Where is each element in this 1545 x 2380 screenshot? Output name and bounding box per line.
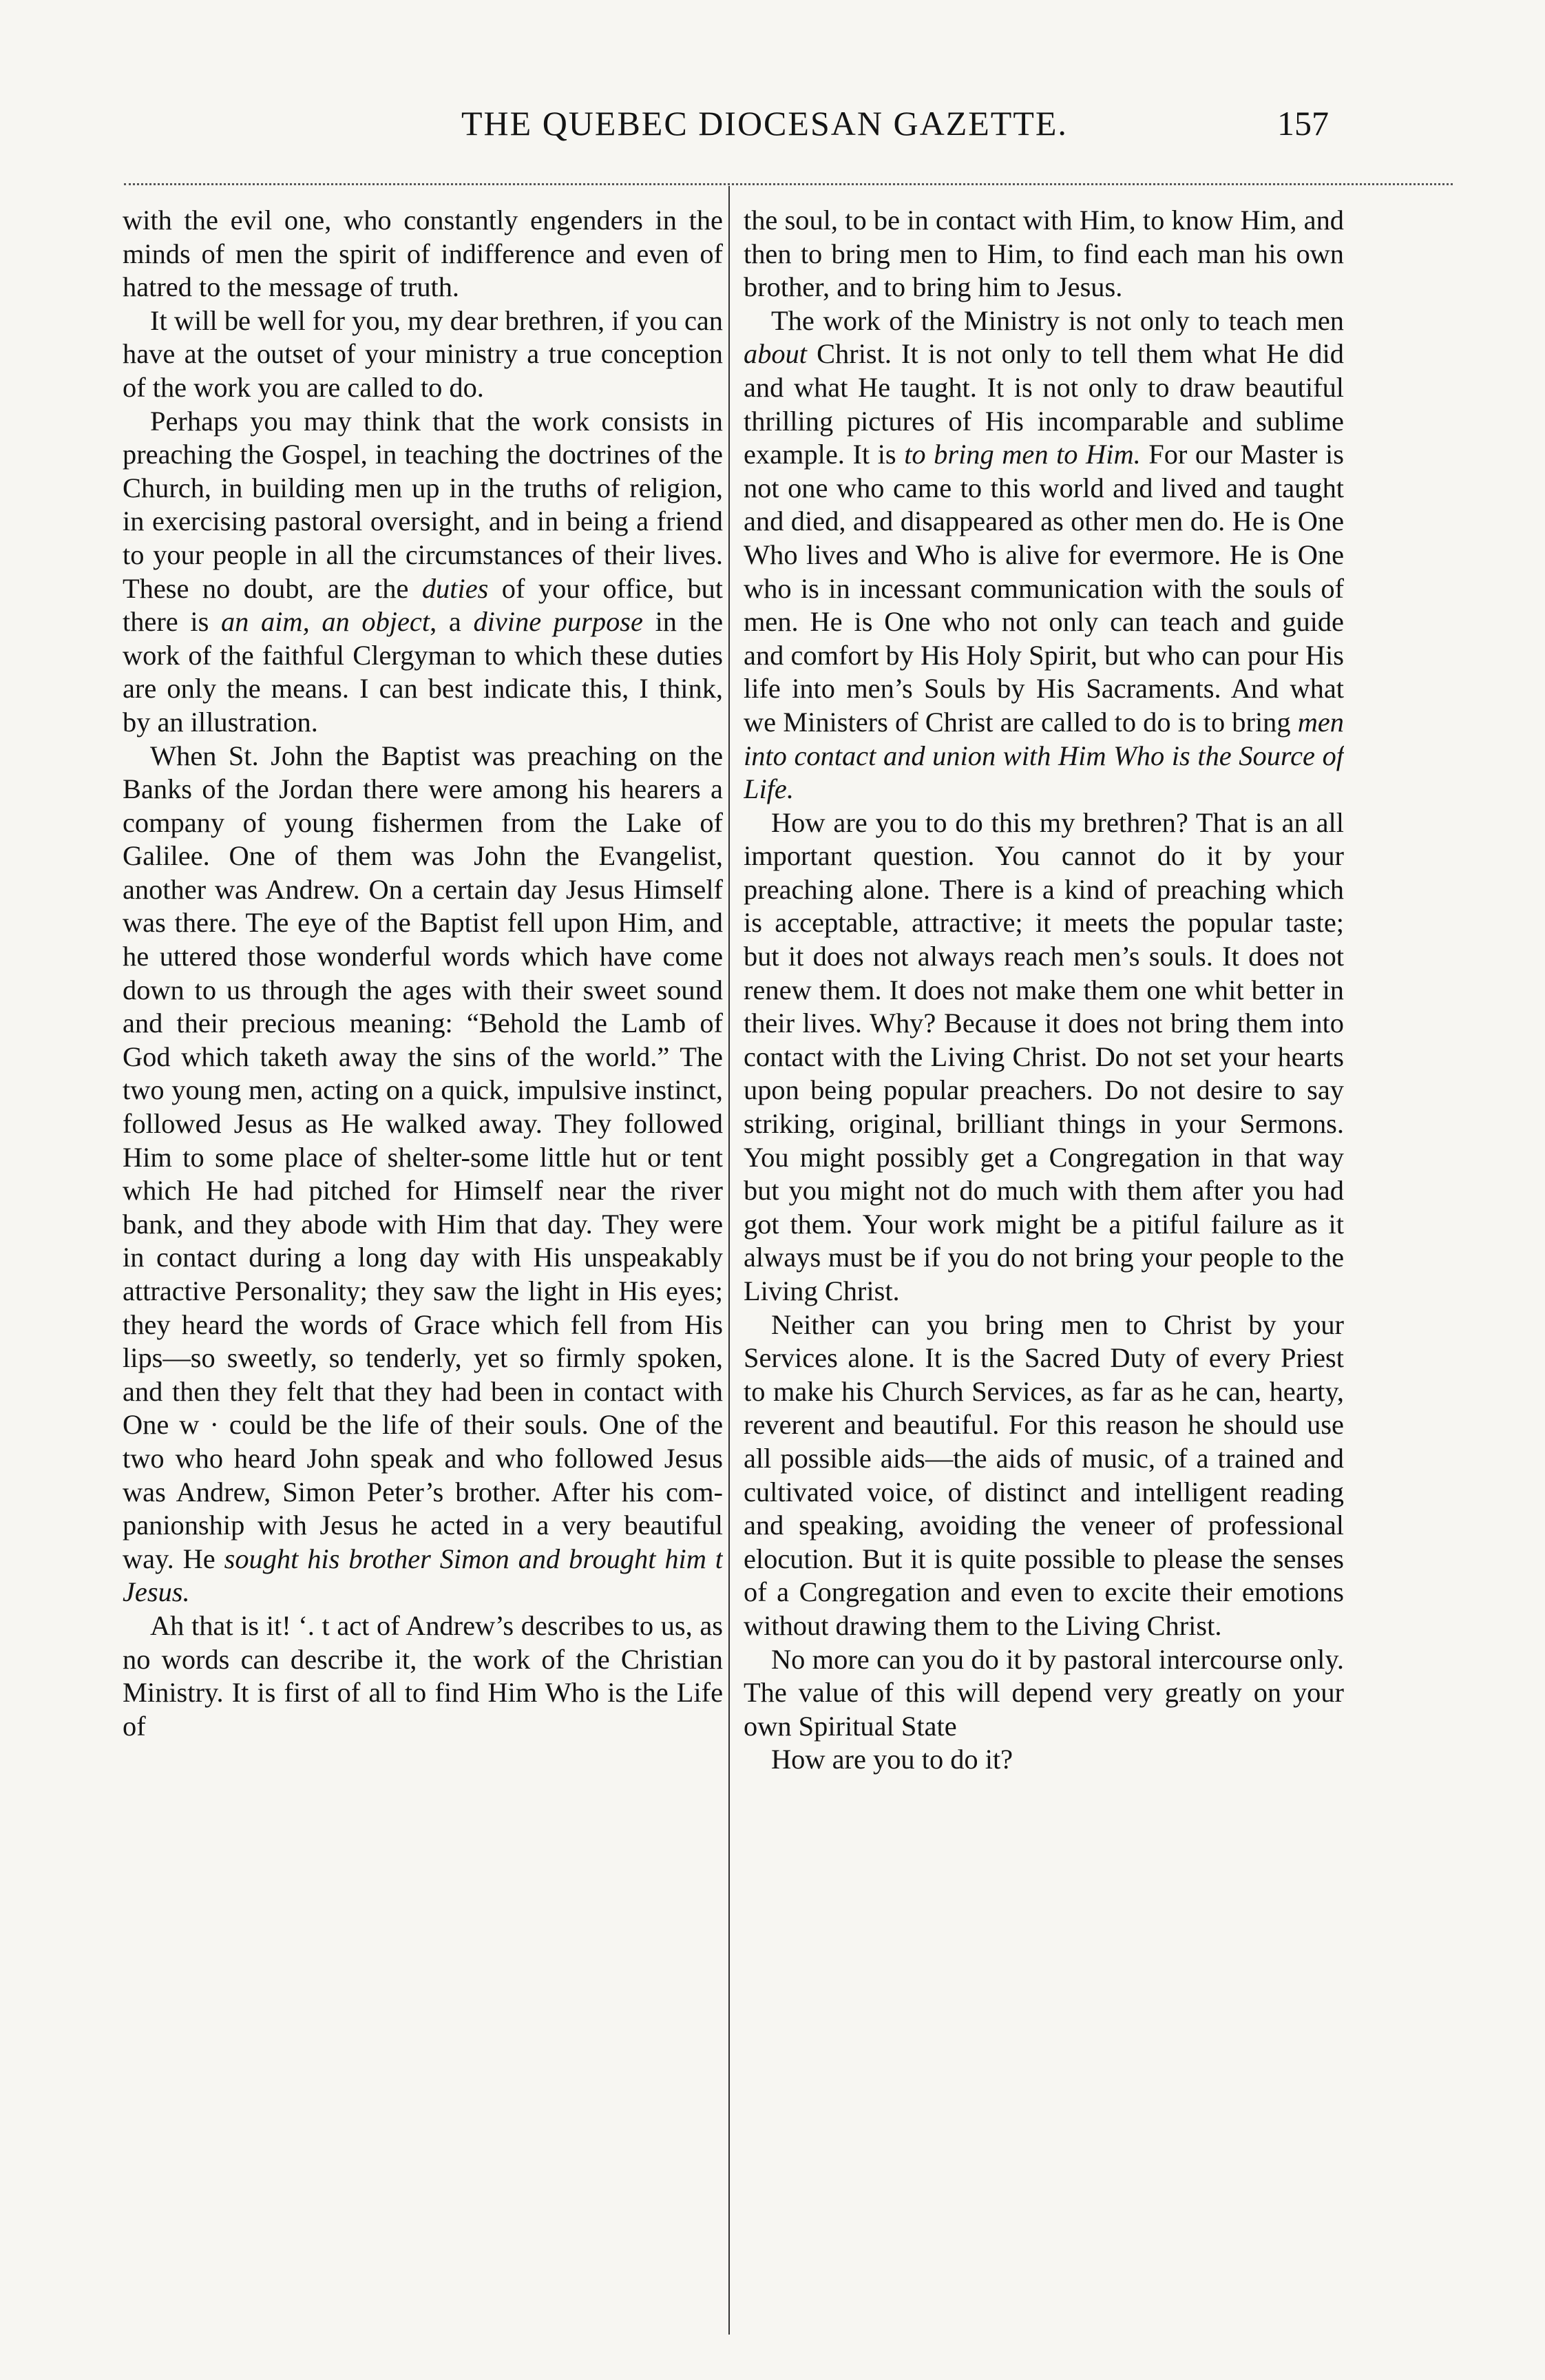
text-run: The work of the Ministry is not only to teach men bbox=[771, 304, 1344, 336]
header-rule bbox=[124, 183, 1453, 185]
text-run: , a bbox=[430, 606, 474, 638]
text-run: of your office, but there is bbox=[123, 572, 723, 638]
text-run: For our Master is not one who came to this world and lived and taught and died, and disappeared as other men do. He is One Who lives and Who is alive for evermore. He is One who is in incessant communication with the souls of men. He is One who not only can teach and guide and comfort by His Holy Spirit, but who can pour His life into men’s Souls by His Sacraments. And what we Ministers of Christ are called to do is to bring bbox=[744, 439, 1344, 738]
left-column bbox=[123, 204, 723, 2325]
italic-text: to bring men to Him. bbox=[904, 439, 1141, 470]
paragraph: It will be well for you, my dear brethren, if you can have at the outset of your ministry a true conception of the work you are called to do. bbox=[123, 304, 723, 403]
paragraph bbox=[123, 740, 723, 1609]
text-run: in the work of the faithful Clergyman to which these duties are only the means. I can best indicate this, I think, by an illustration. bbox=[123, 606, 723, 738]
italic-text: an aim, an object bbox=[220, 606, 430, 638]
italic-text: sought his brother Simon and brought him t Jesus. bbox=[123, 1543, 723, 1608]
paragraph: How are you to do it? bbox=[771, 1744, 1013, 1775]
text-run: Perhaps you may think that the work consists in preaching the Gospel, in teaching the doctrines of the Church, in building men up in the truths of religion, in exercising pastoral oversight, and in being a friend to your people in all the circumstances of their lives. These no doubt, are the bbox=[123, 405, 723, 604]
right-column bbox=[744, 204, 1344, 2325]
paragraph: Ah that is it! ‘. t act of Andrew’s describes to us, as no words can describe it, the work of the Christian Ministry. It is first of all to find Him Who is the Life of bbox=[123, 1609, 723, 1742]
publication-title: THE QUEBEC DIOCESAN GAZETTE. bbox=[461, 104, 1068, 143]
paragraph bbox=[744, 304, 1344, 806]
paragraph bbox=[123, 405, 723, 740]
page-number: 157 bbox=[1277, 104, 1329, 143]
paragraph: Neither can you bring men to Christ by your Services alone. It is the Sacred Duty of every Priest to make his Church Services, as far as he can, hearty, reverent and beautiful. For this reason he should use all possible aids—the aids of music, of a trained and cultivated voice, of distinct and intelligent reading and speaking, avoiding the veneer of professional elocution. But it is quite possible to please the senses of a Congregation and even to excite their emotions without drawing them to the Living Christ. bbox=[744, 1308, 1344, 1641]
page-header bbox=[0, 103, 1545, 158]
paragraph: the soul, to be in contact with Him, to know Him, and then to bring men to Him, to find each man his own brother, and to bring him to Jesus. bbox=[744, 205, 1344, 303]
italic-text: men into contact and union with Him Who is the Source of Life. bbox=[744, 706, 1344, 805]
italic-text: duties bbox=[421, 572, 489, 604]
paragraph: with the evil one, who constantly engenders in the minds of men the spirit of indifference and even of hatred to the message of truth. bbox=[123, 205, 723, 303]
text-run: When St. John the Baptist was preaching on the Banks of the Jordan there were among his hearers a company of young fishermen from the Lake of Galilee. One of them was John the Evangelist, another was Andrew. On a certain day Jesus Himself was there. The eye of the Baptist fell upon Him, and he uttered those wonderful words which have come down to us through the ages with their sweet sound and their precious meaning: “Behold the Lamb of God which taketh away the sins of the world.” The two young men, acting on a quick, impulsive instinct, followed Jesus as He walked away. They followed Him to some place of shelter-some little hut or tent which He had pitched for Himself near the river bank, and they abode with Him that day. They were in contact during a long day with His unspeakably attractive Personality; they saw the light in His eyes; they heard the words of Grace which fell from His lips—so sweetly, so tenderly, yet so firmly spoken, and then they felt that they had been in contact with One w · could be the life of their souls. One of the two who heard John speak and who followed Jesus was Andrew, Simon Peter’s brother. After his companionship with Jesus he acted in a very beautiful way. He bbox=[123, 740, 723, 1574]
italic-text: about bbox=[744, 338, 808, 370]
column-divider bbox=[728, 186, 730, 2335]
text-run: Christ. It is not only to tell them what He did and what He taught. It is not only to draw beautiful thrilling pictures of His incomparable and sublime example. It is bbox=[744, 338, 1344, 470]
italic-text: divine purpose bbox=[473, 606, 643, 638]
paragraph: No more can you do it by pastoral intercourse only. The value of this will depend very greatly on your own Spiritual State bbox=[744, 1643, 1344, 1742]
paragraph: How are you to do this my brethren? That is an all important question. You cannot do it by your preaching alone. There is a kind of preaching which is acceptable, attractive; it meets the popular taste; but it does not always reach men’s souls. It does not renew them. It does not make them one whit better in their lives. Why? Because it does not bring them into contact with the Living Christ. Do not set your hearts upon being popular preachers. Do not desire to say striking, original, brilliant things in your Sermons. You might possibly get a Congregation in that way but you might not do much with them after you had got them. Your work might be a pitiful failure as it always must be if you do not bring your people to the Living Christ. bbox=[744, 806, 1344, 1306]
